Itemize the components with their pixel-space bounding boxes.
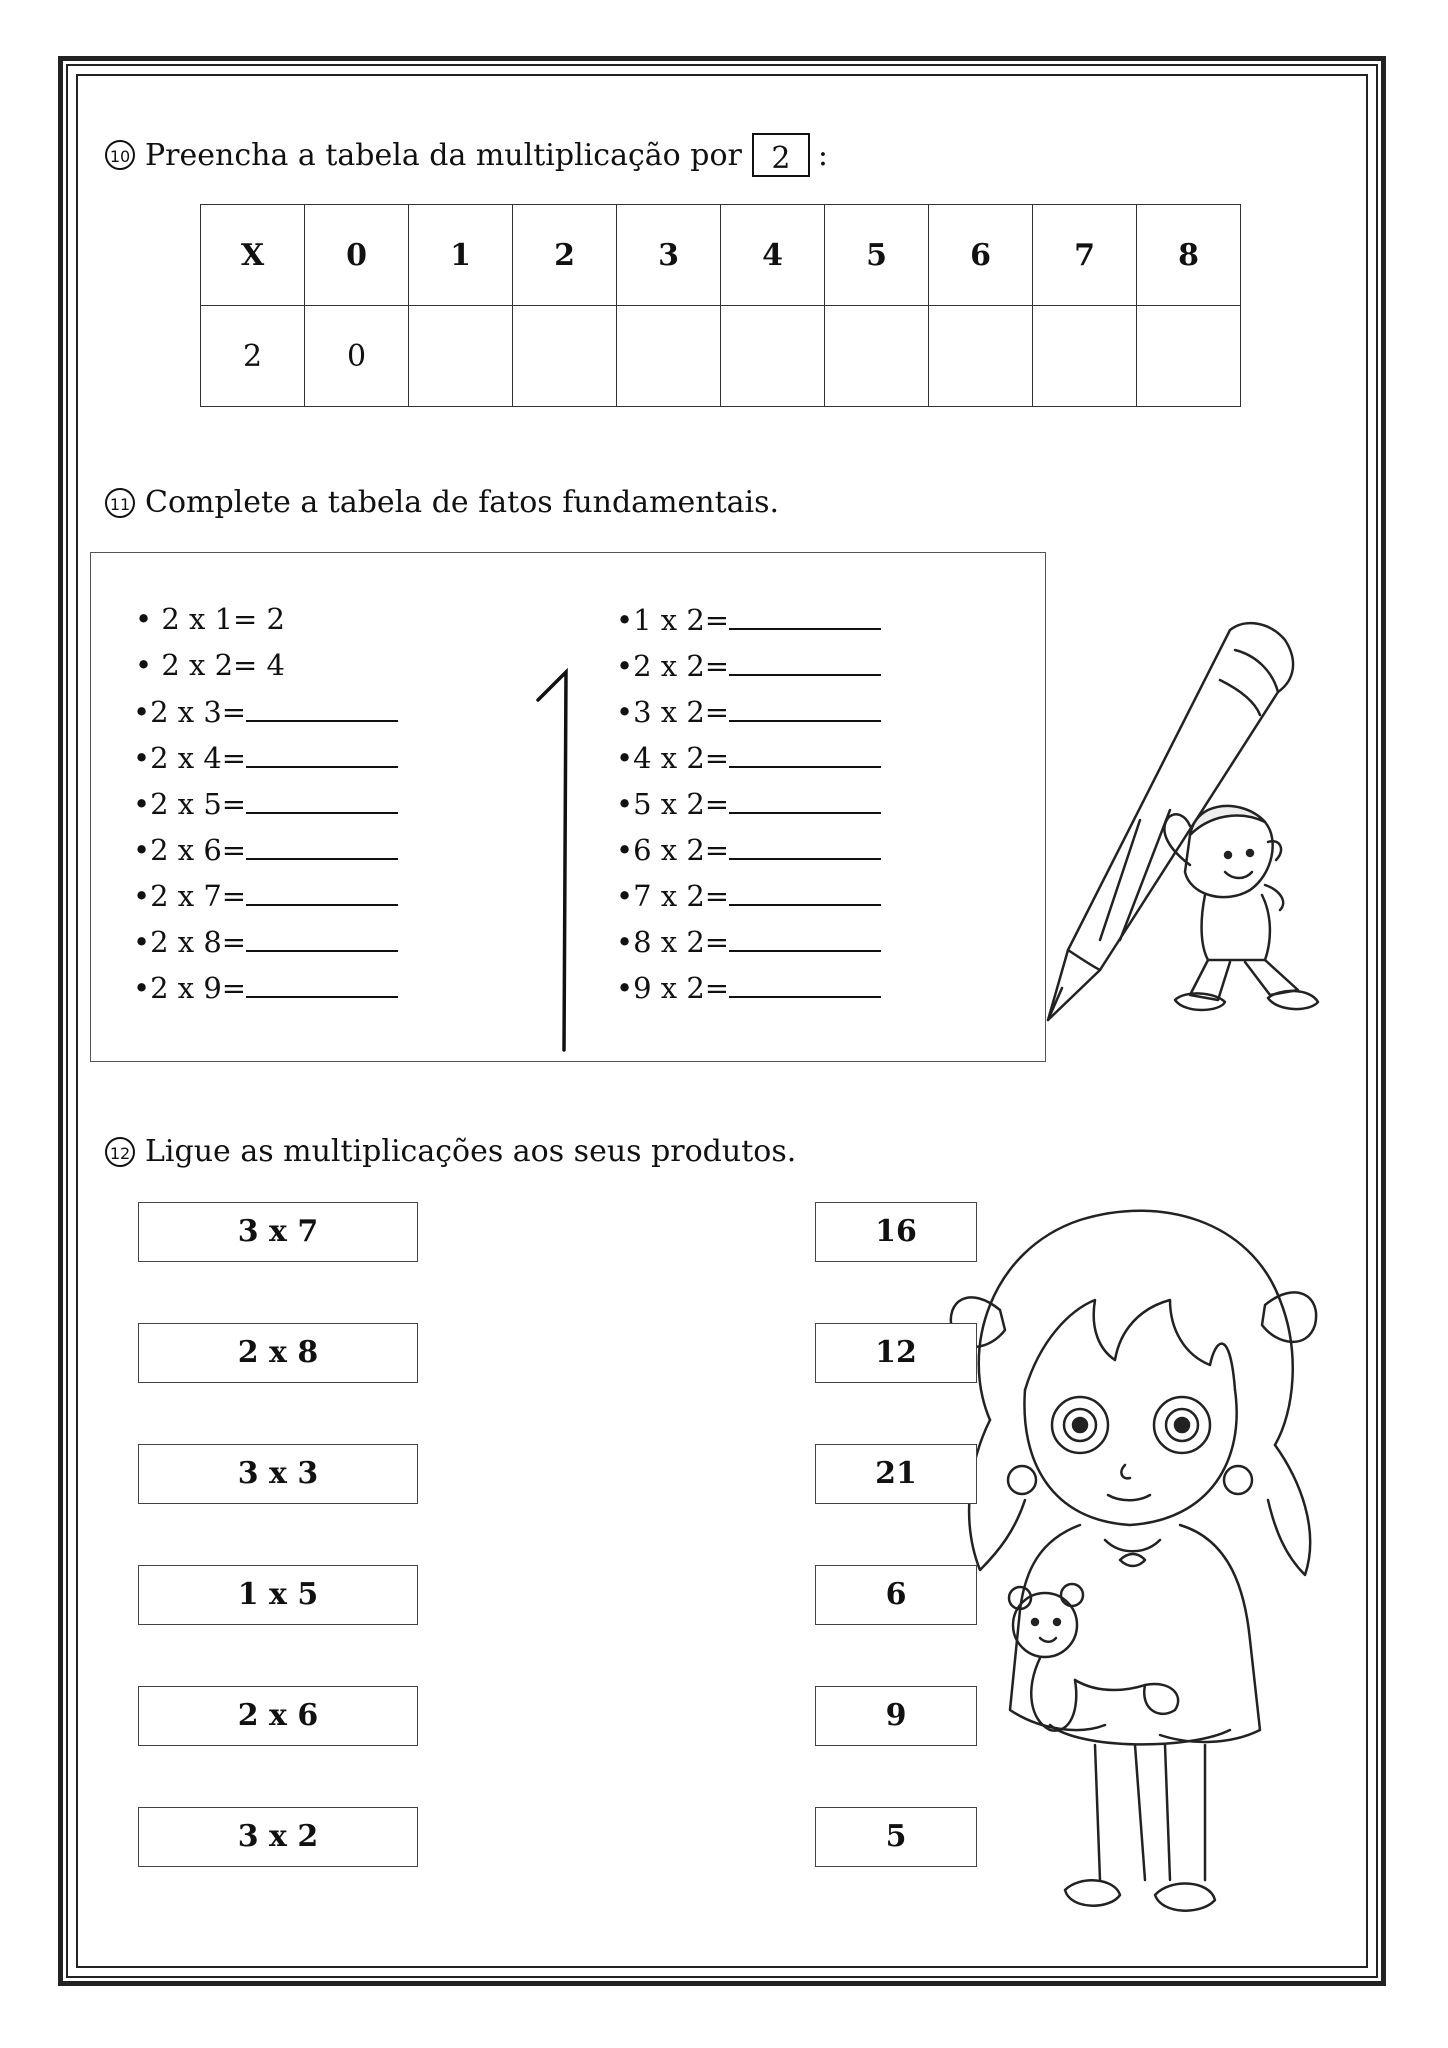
answer-cell[interactable]	[825, 306, 929, 407]
answer-blank[interactable]	[729, 648, 881, 676]
answer-blank[interactable]	[729, 786, 881, 814]
header-cell: 3	[617, 205, 721, 306]
answer-blank[interactable]	[729, 924, 881, 952]
fact-left-3: •2 x 3=	[133, 694, 398, 729]
fact-left-6: •2 x 6=	[133, 832, 398, 867]
q10-heading	[105, 133, 828, 177]
fact-right-8: •8 x 2=	[616, 924, 881, 959]
header-cell: 1	[409, 205, 513, 306]
product-box[interactable]: 9	[815, 1686, 977, 1746]
q11-number: 11	[105, 488, 135, 518]
product-box[interactable]: 16	[815, 1202, 977, 1262]
multiplication-box[interactable]: 3 x 3	[138, 1444, 418, 1504]
handwritten-divider	[530, 660, 590, 1060]
fact-left-9: •2 x 9=	[133, 970, 398, 1005]
multiplication-box[interactable]: 1 x 5	[138, 1565, 418, 1625]
answer-cell[interactable]	[929, 306, 1033, 407]
multiplication-box[interactable]: 3 x 7	[138, 1202, 418, 1262]
girl-with-teddy-bear-illustration	[930, 1190, 1370, 1960]
row-label-cell: 2	[201, 306, 305, 407]
answer-cell[interactable]	[1033, 306, 1137, 407]
multiplication-box[interactable]: 3 x 2	[138, 1807, 418, 1867]
q11-heading	[105, 485, 779, 520]
q10-factor-box: 2	[752, 133, 810, 177]
multiplication-box[interactable]: 2 x 6	[138, 1686, 418, 1746]
q10-text: Preencha a tabela da multiplicação por	[145, 137, 742, 173]
fact-left-8: •2 x 8=	[133, 924, 398, 959]
multiplication-box[interactable]: 2 x 8	[138, 1323, 418, 1383]
header-cell: 0	[305, 205, 409, 306]
table-header-row	[201, 205, 1241, 306]
answer-cell[interactable]	[513, 306, 617, 407]
q10-colon: :	[817, 137, 828, 173]
answer-cell[interactable]: 0	[305, 306, 409, 407]
answer-blank[interactable]	[246, 970, 398, 998]
answer-cell[interactable]	[409, 306, 513, 407]
product-box[interactable]: 12	[815, 1323, 977, 1383]
answer-blank[interactable]	[729, 970, 881, 998]
answer-cell[interactable]	[721, 306, 825, 407]
header-cell: 7	[1033, 205, 1137, 306]
product-box[interactable]: 6	[815, 1565, 977, 1625]
answer-blank[interactable]	[246, 878, 398, 906]
product-box[interactable]: 5	[815, 1807, 977, 1867]
header-cell: 2	[513, 205, 617, 306]
header-cell: 5	[825, 205, 929, 306]
answer-blank[interactable]	[246, 832, 398, 860]
answer-blank[interactable]	[729, 602, 881, 630]
q10-number: 10	[105, 140, 135, 170]
header-cell: X	[201, 205, 305, 306]
answer-blank[interactable]	[729, 878, 881, 906]
fact-left-7: •2 x 7=	[133, 878, 398, 913]
answer-blank[interactable]	[246, 740, 398, 768]
answer-blank[interactable]	[729, 694, 881, 722]
fact-right-6: •6 x 2=	[616, 832, 881, 867]
q11-text: Complete a tabela de fatos fundamentais.	[145, 485, 780, 520]
q12-heading	[105, 1134, 796, 1169]
answer-cell[interactable]	[617, 306, 721, 407]
answer-blank[interactable]	[246, 924, 398, 952]
header-cell: 8	[1137, 205, 1241, 306]
fact-left-5: •2 x 5=	[133, 786, 398, 821]
fact-right-1: •1 x 2=	[616, 602, 881, 637]
table-answer-row	[201, 306, 1241, 407]
answer-blank[interactable]	[246, 786, 398, 814]
header-cell: 6	[929, 205, 1033, 306]
product-box[interactable]: 21	[815, 1444, 977, 1504]
fact-left-2: • 2 x 2= 4	[135, 648, 285, 682]
fact-right-9: •9 x 2=	[616, 970, 881, 1005]
header-cell: 4	[721, 205, 825, 306]
answer-blank[interactable]	[729, 740, 881, 768]
answer-blank[interactable]	[246, 694, 398, 722]
fact-left-4: •2 x 4=	[133, 740, 398, 775]
fact-right-2: •2 x 2=	[616, 648, 881, 683]
answer-blank[interactable]	[729, 832, 881, 860]
answer-cell[interactable]	[1137, 306, 1241, 407]
q12-number: 12	[105, 1137, 135, 1167]
multiplication-table	[200, 204, 1241, 407]
q12-text: Ligue as multiplicações aos seus produtos.	[145, 1134, 797, 1169]
fact-left-1: • 2 x 1= 2	[135, 602, 285, 636]
fact-right-4: •4 x 2=	[616, 740, 881, 775]
fact-right-5: •5 x 2=	[616, 786, 881, 821]
fact-right-3: •3 x 2=	[616, 694, 881, 729]
fact-right-7: •7 x 2=	[616, 878, 881, 913]
boy-with-pencil-illustration	[1040, 610, 1320, 1030]
